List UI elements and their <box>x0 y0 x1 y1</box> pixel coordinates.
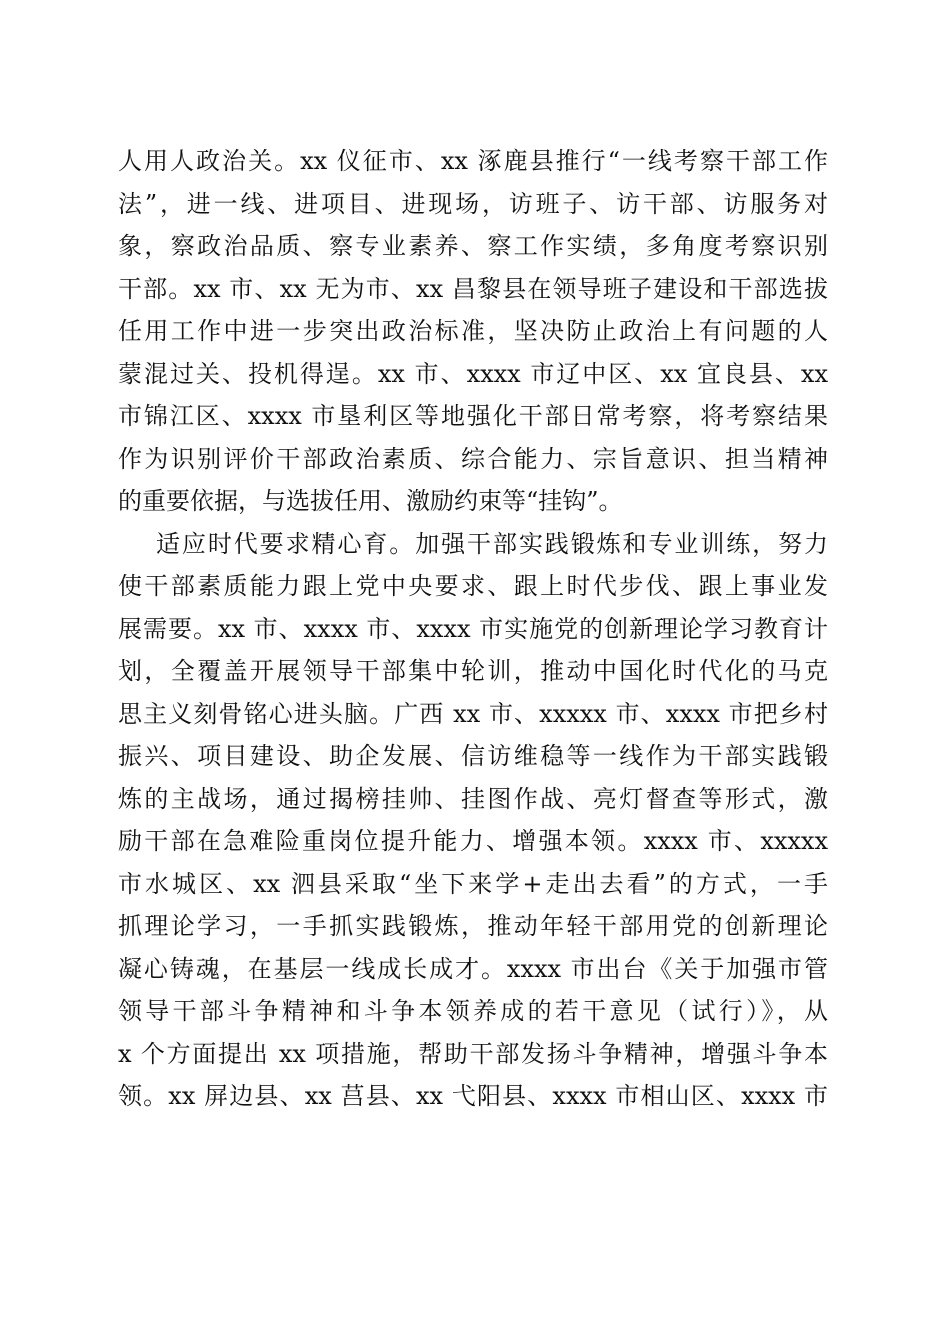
text-line: 凝心铸魂，在基层一线成长成才。xxxx 市出台《关于加强市管 <box>118 954 828 983</box>
text-line: 人用人政治关。xx 仪征市、xx 涿鹿县推行“一线考察干部工作 <box>118 147 828 175</box>
text-line: 划，全覆盖开展领导干部集中轮训，推动中国化时代化的马克 <box>118 657 828 685</box>
text-line: 领。xx 屏边县、xx 莒县、xx 弋阳县、xxxx 市相山区、xxxx 市 <box>118 1082 828 1110</box>
paragraph-political-standard <box>118 140 828 523</box>
text-line: 法”，进一线、进项目、进现场，访班子、访干部、访服务对 <box>118 189 828 218</box>
text-line: 励干部在急难险重岗位提升能力、增强本领。xxxx 市、xxxxx <box>118 827 828 855</box>
text-line: 思主义刻骨铭心进头脑。广西 xx 市、xxxxx 市、xxxx 市把乡村 <box>118 699 828 728</box>
text-line: 抓理论学习，一手抓实践锻炼，推动年轻干部用党的创新理论 <box>118 912 828 940</box>
text-line: 象，察政治品质、察专业素养、察工作实绩，多角度考察识别 <box>118 232 828 260</box>
text-line: 适应时代要求精心育。加强干部实践锻炼和专业训练，努力 <box>156 529 828 558</box>
text-line: 任用工作中进一步突出政治标准，坚决防止政治上有问题的人 <box>118 317 828 345</box>
text-line: 干部。xx 市、xx 无为市、xx 昌黎县在领导班子建设和干部选拔 <box>118 274 828 303</box>
text-line: 市水城区、xx 泗县采取“坐下来学+走出去看”的方式，一手 <box>118 869 828 898</box>
text-line: 展需要。xx 市、xxxx 市、xxxx 市实施党的创新理论学习教育计 <box>118 614 828 643</box>
body-text <box>118 140 828 1118</box>
text-line: 使干部素质能力跟上党中央要求、跟上时代步伐、跟上事业发 <box>118 572 828 600</box>
text-line: 的重要依据，与选拔任用、激励约束等“挂钩”。 <box>118 487 623 515</box>
text-line: 市锦江区、xxxx 市垦利区等地强化干部日常考察，将考察结果 <box>118 402 828 430</box>
text-line: 振兴、项目建设、助企发展、信访维稳等一线作为干部实践锻 <box>118 742 828 770</box>
paragraph-cultivation <box>118 523 828 1118</box>
text-line: x 个方面提出 xx 项措施，帮助干部发扬斗争精神，增强斗争本 <box>118 1039 828 1068</box>
text-line: 蒙混过关、投机得逞。xx 市、xxxx 市辽中区、xx 宜良县、xx <box>118 359 828 388</box>
text-line: 作为识别评价干部政治素质、综合能力、宗旨意识、担当精神 <box>118 444 828 473</box>
text-line: 炼的主战场，通过揭榜挂帅、挂图作战、亮灯督查等形式，激 <box>118 784 828 813</box>
text-line: 领导干部斗争精神和斗争本领养成的若干意见（试行）》，从 <box>118 997 828 1025</box>
